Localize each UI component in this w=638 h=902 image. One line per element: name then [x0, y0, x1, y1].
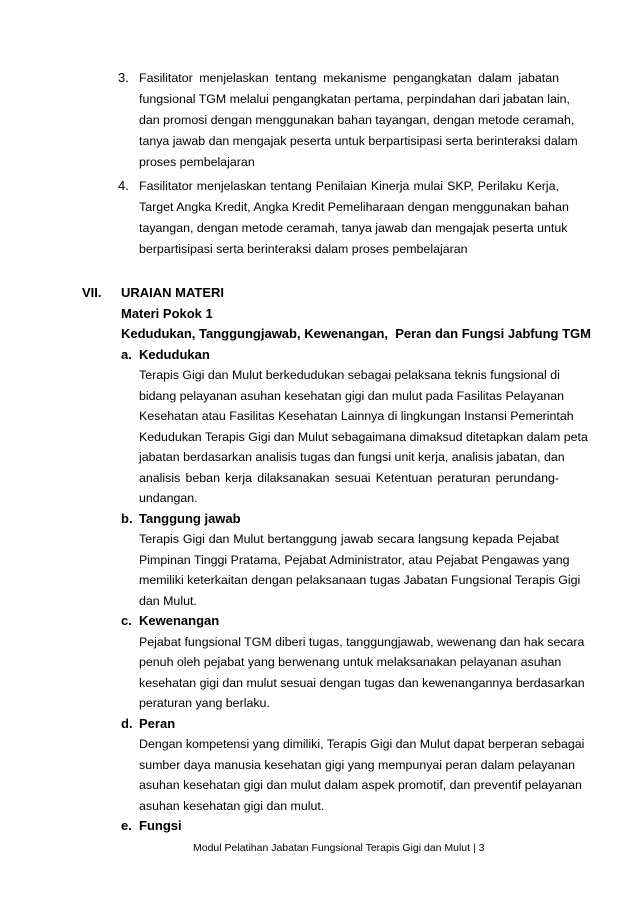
paragraph-line: Kedudukan Terapis Gigi dan Mulut sebagaimana dimaksud ditetapkan dalam peta: [139, 430, 588, 444]
subsection-label: e.: [121, 818, 132, 833]
list-line: Target Angka Kredit, Angka Kredit Pemeliharaan dengan menggunakan bahan: [139, 200, 569, 214]
list-line: fungsional TGM melalui pengangkatan pertama, perpindahan dari jabatan lain,: [139, 92, 570, 106]
paragraph-line: analisis beban kerja dilaksanakan sesuai Ketentuan peraturan perundang-: [139, 471, 559, 485]
subsection-label: d.: [121, 716, 133, 731]
list-line: tanya jawab dan mengajak peserta untuk berpartisipasi serta berinteraksi dalam: [139, 134, 578, 148]
subsection-title: Peran: [139, 716, 176, 731]
list-number: 4.: [118, 178, 129, 193]
paragraph-line: penuh oleh pejabat yang berwenang untuk melaksanakan pelayanan asuhan: [139, 655, 562, 669]
paragraph-line: Dengan kompetensi yang dimiliki, Terapis Gigi dan Mulut dapat berperan sebagai: [139, 737, 585, 751]
paragraph-line: Terapis Gigi dan Mulut berkedudukan sebagai pelaksana teknis fungsional di: [139, 368, 560, 382]
paragraph-line: peraturan yang berlaku.: [139, 696, 270, 710]
paragraph-line: bidang pelayanan asuhan kesehatan gigi dan mulut pada Fasilitas Pelayanan: [139, 389, 565, 403]
list-line: tayangan, dengan metode ceramah, tanya jawab dan mengajak peserta untuk: [139, 221, 568, 235]
paragraph-line: asuhan kesehatan gigi dan mulut dalam aspek promotif, dan preventif pelayanan: [139, 778, 582, 792]
paragraph-line: kesehatan gigi dan mulut sesuai dengan tugas dan kewenangannya berdasarkan: [139, 676, 585, 690]
paragraph-line: dan Mulut.: [139, 594, 197, 608]
paragraph-line: Terapis Gigi dan Mulut bertanggung jawab secara langsung kepada Pejabat: [139, 532, 559, 546]
materi-subtitle: Kedudukan, Tanggungjawab, Kewenangan, Peran dan Fungsi Jabfung TGM: [121, 326, 591, 341]
list-line: Fasilitator menjelaskan tentang mekanisme pengangkatan dalam jabatan: [139, 71, 559, 85]
list-line: Fasilitator menjelaskan tentang Penilaian Kinerja mulai SKP, Perilaku Kerja,: [139, 179, 559, 193]
paragraph-line: sumber daya manusia kesehatan gigi yang mempunyai peran dalam pelayanan: [139, 758, 576, 772]
paragraph-line: undangan.: [139, 491, 198, 505]
list-line: dan promosi dengan menggunakan bahan tayangan, dengan metode ceramah,: [139, 113, 575, 127]
subsection-title: Kewenangan: [139, 613, 220, 628]
paragraph-line: asuhan kesehatan gigi dan mulut.: [139, 799, 325, 813]
paragraph-line: memiliki keterkaitan dengan pelaksanaan tugas Jabatan Fungsional Terapis Gigi: [139, 573, 581, 587]
paragraph-line: Pimpinan Tinggi Pratama, Pejabat Administrator, atau Pejabat Pengawas yang: [139, 553, 570, 567]
subsection-title: Fungsi: [139, 818, 182, 833]
section-title: URAIAN MATERI: [121, 285, 225, 300]
paragraph-line: Pejabat fungsional TGM diberi tugas, tanggungjawab, wewenang dan hak secara: [139, 635, 585, 649]
list-line: berpartisipasi serta berinteraksi dalam proses pembelajaran: [139, 242, 468, 256]
subsection-label: a.: [121, 347, 132, 362]
section-numeral: VII.: [82, 285, 102, 300]
subsection-label: c.: [121, 613, 132, 628]
materi-pokok-heading: Materi Pokok 1: [121, 306, 213, 321]
subsection-title: Kedudukan: [139, 347, 210, 362]
footer-text: Modul Pelatihan Jabatan Fungsional Terapis Gigi dan Mulut | 3: [193, 842, 485, 854]
subsection-label: b.: [121, 511, 133, 526]
list-number: 3.: [118, 70, 129, 85]
subsection-title: Tanggung jawab: [139, 511, 241, 526]
paragraph-line: Kesehatan atau Fasilitas Kesehatan Lainnya di lingkungan Instansi Pemerintah: [139, 409, 574, 423]
paragraph-line: jabatan berdasarkan analisis tugas dan fungsi unit kerja, analisis jabatan, dan: [139, 450, 565, 464]
list-line: proses pembelajaran: [139, 155, 255, 169]
